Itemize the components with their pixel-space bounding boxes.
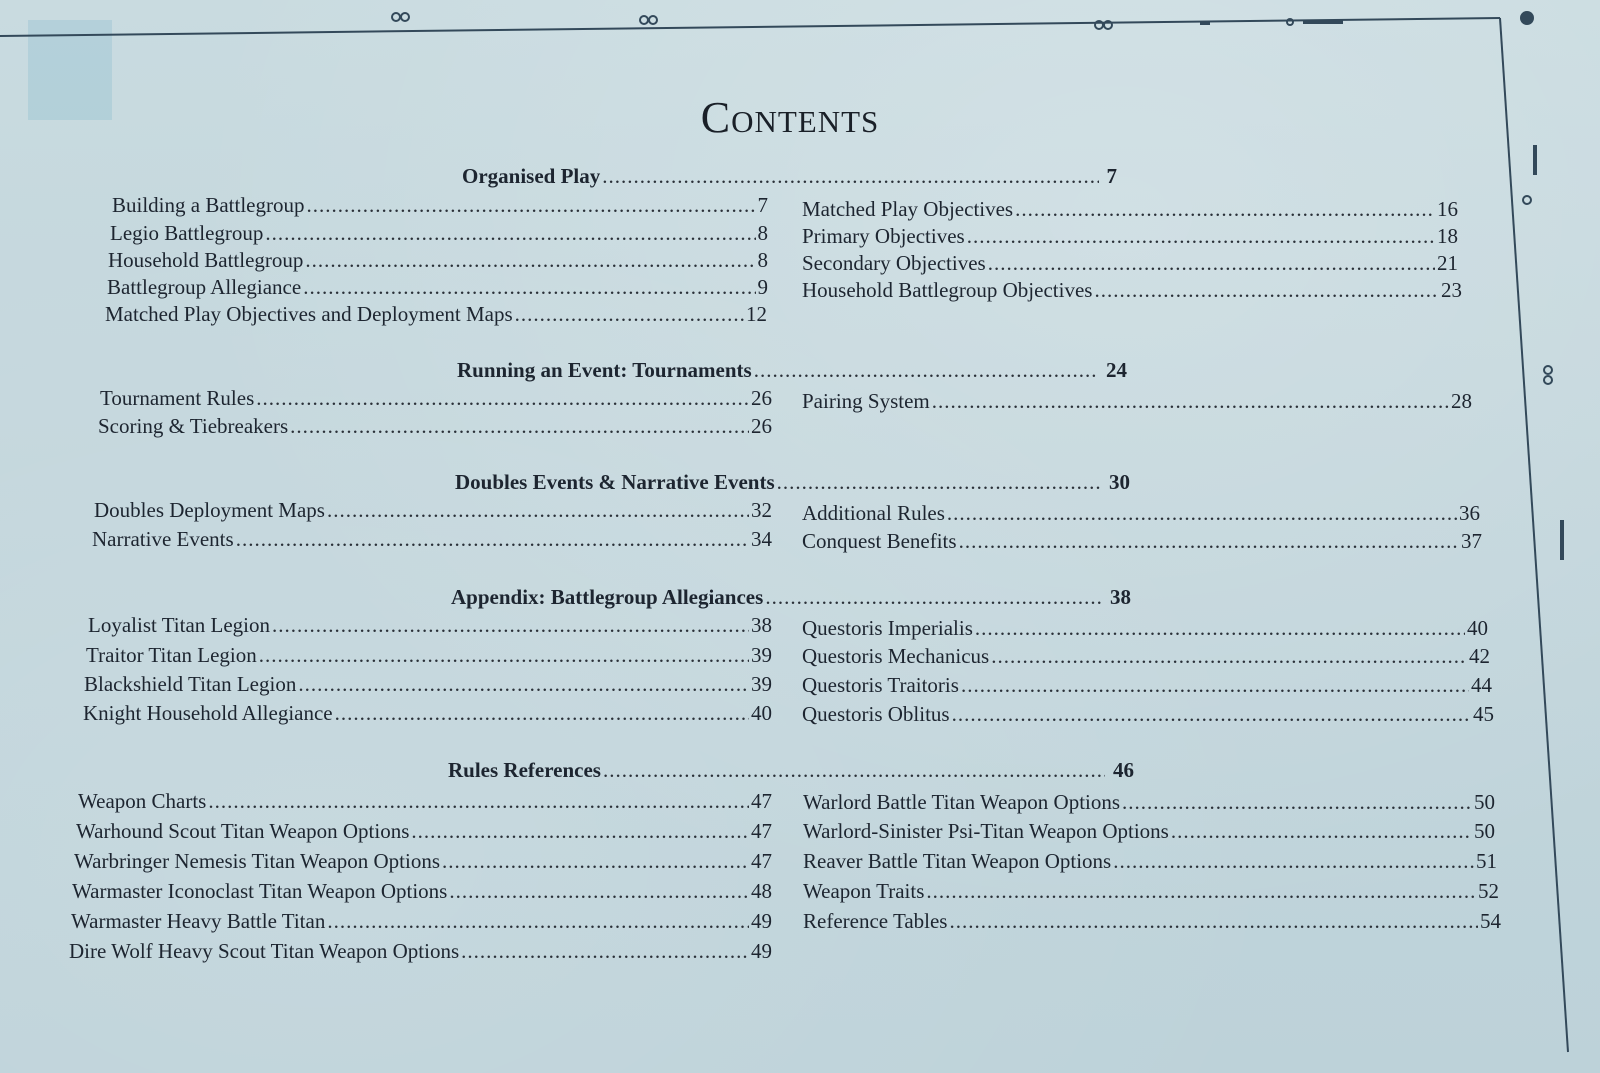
dot-leader [1094,278,1439,303]
toc-entry-label: Reference Tables [803,909,948,933]
toc-entry-page: 42 [1469,644,1490,668]
toc-entry[interactable] [69,939,772,964]
toc-entry-label: Questoris Oblitus [802,702,950,726]
toc-entry[interactable] [803,819,1495,844]
toc-entry[interactable] [802,278,1462,303]
toc-entry-label: Weapon Traits [803,879,925,903]
dot-leader [967,224,1435,249]
toc-entry[interactable] [802,702,1494,727]
toc-entry[interactable] [802,197,1458,222]
dot-leader [411,819,749,844]
dot-leader [959,529,1459,554]
toc-entry[interactable] [94,498,772,523]
dot-leader [305,248,755,273]
toc-entry-label: Blackshield Titan Legion [84,672,297,696]
toc-entry[interactable] [802,389,1472,414]
toc-entry[interactable] [76,819,772,844]
dot-leader [256,386,749,411]
toc-entry-label: Matched Play Objectives and Deployment Maps [105,302,513,326]
toc-entry-page: 52 [1478,879,1499,903]
toc-entry-label: Loyalist Titan Legion [88,613,271,637]
dot-leader [449,879,749,904]
toc-entry-page: 45 [1473,702,1494,726]
toc-entry-label: Building a Battlegroup [112,193,305,217]
toc-entry-label: Household Battlegroup Objectives [802,278,1093,302]
dot-leader [303,275,755,300]
toc-entry-page: 54 [1480,909,1501,933]
toc-entry[interactable] [92,527,772,552]
toc-entry-label: Knight Household Allegiance [83,701,333,725]
toc-entry-label: Scoring & Tiebreakers [98,414,289,438]
dot-leader [991,644,1467,669]
section-heading-running-an-event[interactable] [457,358,1127,383]
dot-leader [754,358,1098,383]
toc-entry[interactable] [108,248,768,273]
dot-leader [236,527,749,552]
dot-leader [327,909,749,934]
toc-entry-page: 34 [751,527,772,551]
toc-entry-page: 21 [1437,251,1458,275]
toc-entry-page: 51 [1476,849,1497,873]
toc-entry[interactable] [100,386,772,411]
toc-entry-page: 44 [1471,673,1492,697]
toc-entry[interactable] [802,673,1492,698]
dot-leader [290,414,749,439]
dot-leader [952,702,1471,727]
toc-entry-label: Secondary Objectives [802,251,986,275]
toc-entry-label: Narrative Events [92,527,234,551]
toc-entry-label: Warhound Scout Titan Weapon Options [76,819,410,843]
toc-entry-label: Legio Battlegroup [110,221,264,245]
toc-entry-page: 36 [1459,501,1480,525]
dot-leader [442,849,749,874]
toc-entry-page: 37 [1461,529,1482,553]
toc-entry[interactable] [802,616,1488,641]
toc-entry-label: Doubles Deployment Maps [94,498,325,522]
dot-leader [926,879,1476,904]
toc-entry[interactable] [110,221,768,246]
toc-entry[interactable] [78,789,772,814]
dot-leader [777,470,1101,495]
section-heading-label: Running an Event: Tournaments [457,358,752,382]
toc-entry-page: 40 [1467,616,1488,640]
section-heading-appendix[interactable] [451,585,1131,610]
toc-entry-label: Warlord Battle Titan Weapon Options [803,790,1121,814]
toc-entry-label: Questoris Imperialis [802,616,973,640]
toc-entry-label: Warmaster Heavy Battle Titan [71,909,326,933]
toc-entry-page: 49 [751,909,772,933]
dot-leader [265,221,755,246]
toc-entry[interactable] [802,251,1458,276]
dot-leader [259,643,749,668]
toc-entry-label: Pairing System [802,389,930,413]
section-heading-label: Appendix: Battlegroup Allegiances [451,585,764,609]
toc-entry-page: 26 [751,386,772,410]
toc-entry-label: Reaver Battle Titan Weapon Options [803,849,1112,873]
toc-entry-label: Primary Objectives [802,224,965,248]
toc-entry[interactable] [803,790,1495,815]
toc-entry-label: Conquest Benefits [802,529,957,553]
toc-entry[interactable] [802,501,1480,526]
toc-entry-label: Household Battlegroup [108,248,304,272]
toc-entry-label: Tournament Rules [100,386,255,410]
toc-entry-page: 39 [751,643,772,667]
section-heading-page: 24 [1106,358,1127,382]
toc-entry[interactable] [88,613,772,638]
toc-entry-label: Traitor Titan Legion [86,643,257,667]
toc-entry[interactable] [112,193,768,218]
toc-entry-page: 12 [746,302,767,326]
dot-leader [988,251,1435,276]
dot-leader [461,939,749,964]
toc-entry[interactable] [72,879,772,904]
dot-leader [949,909,1478,934]
toc-entry-page: 18 [1437,224,1458,248]
toc-entry[interactable] [84,672,772,697]
toc-entry-page: 47 [751,789,772,813]
dot-leader [306,193,755,218]
toc-entry-page: 49 [751,939,772,963]
toc-entry-page: 48 [751,879,772,903]
toc-entry[interactable] [802,644,1490,669]
toc-entry-page: 50 [1474,819,1495,843]
toc-entry[interactable] [86,643,772,668]
toc-entry-label: Additional Rules [802,501,945,525]
toc-entry[interactable] [74,849,772,874]
toc-entry-page: 8 [757,221,768,245]
dot-leader [272,613,749,638]
toc-entry-page: 47 [751,849,772,873]
toc-entry[interactable] [71,909,772,934]
toc-entry[interactable] [105,302,767,327]
dot-leader [1122,790,1472,815]
toc-entry-label: Battlegroup Allegiance [107,275,302,299]
dot-leader [515,302,744,327]
contents-title: Contents [700,93,880,142]
section-heading-page: 46 [1113,758,1134,782]
toc-entry[interactable] [802,529,1482,554]
toc-entry-page: 28 [1451,389,1472,413]
toc-entry-label: Dire Wolf Heavy Scout Titan Weapon Options [69,939,460,963]
section-heading-rules-references[interactable] [448,758,1134,783]
toc-entry-page: 7 [757,193,768,217]
toc-entry-label: Warmaster Iconoclast Titan Weapon Options [72,879,448,903]
toc-entry-page: 40 [751,701,772,725]
toc-entry-label: Weapon Charts [78,789,207,813]
section-heading-page: 38 [1110,585,1131,609]
dot-leader [327,498,749,523]
dot-leader [947,501,1457,526]
toc-entry[interactable] [803,849,1497,874]
dot-leader [1113,849,1474,874]
toc-entry-label: Questoris Traitoris [802,673,959,697]
toc-entry-label: Matched Play Objectives [802,197,1014,221]
toc-entry-page: 9 [757,275,768,299]
section-heading-doubles-events[interactable] [455,470,1130,495]
toc-entry[interactable] [803,909,1501,934]
dot-leader [765,585,1102,610]
toc-entry-label: Warbringer Nemesis Titan Weapon Options [74,849,441,873]
dot-leader [961,673,1469,698]
section-heading-page: 30 [1109,470,1130,494]
toc-entry[interactable] [107,275,768,300]
toc-entry[interactable] [83,701,772,726]
toc-entry[interactable] [803,879,1499,904]
toc-entry-page: 32 [751,498,772,522]
toc-entry-page: 26 [751,414,772,438]
dot-leader [298,672,749,697]
toc-entry[interactable] [98,414,772,439]
section-heading-label: Organised Play [462,164,601,188]
toc-entry-page: 16 [1437,197,1458,221]
section-heading-organised-play[interactable] [462,164,1117,189]
section-heading-label: Rules References [448,758,601,782]
dot-leader [208,789,749,814]
dot-leader [335,701,749,726]
toc-entry-page: 8 [757,248,768,272]
section-heading-label: Doubles Events & Narrative Events [455,470,775,494]
dot-leader [602,164,1098,189]
toc-entry-page: 50 [1474,790,1495,814]
toc-entry-page: 47 [751,819,772,843]
dot-leader [1015,197,1435,222]
dot-leader [1171,819,1472,844]
toc-entry-label: Warlord-Sinister Psi-Titan Weapon Options [803,819,1169,843]
toc-entry[interactable] [802,224,1458,249]
section-heading-page: 7 [1106,164,1117,188]
toc-entry-page: 39 [751,672,772,696]
toc-entry-page: 23 [1441,278,1462,302]
dot-leader [603,758,1105,783]
dot-leader [975,616,1465,641]
toc-entry-page: 38 [751,613,772,637]
dot-leader [932,389,1449,414]
toc-entry-label: Questoris Mechanicus [802,644,990,668]
